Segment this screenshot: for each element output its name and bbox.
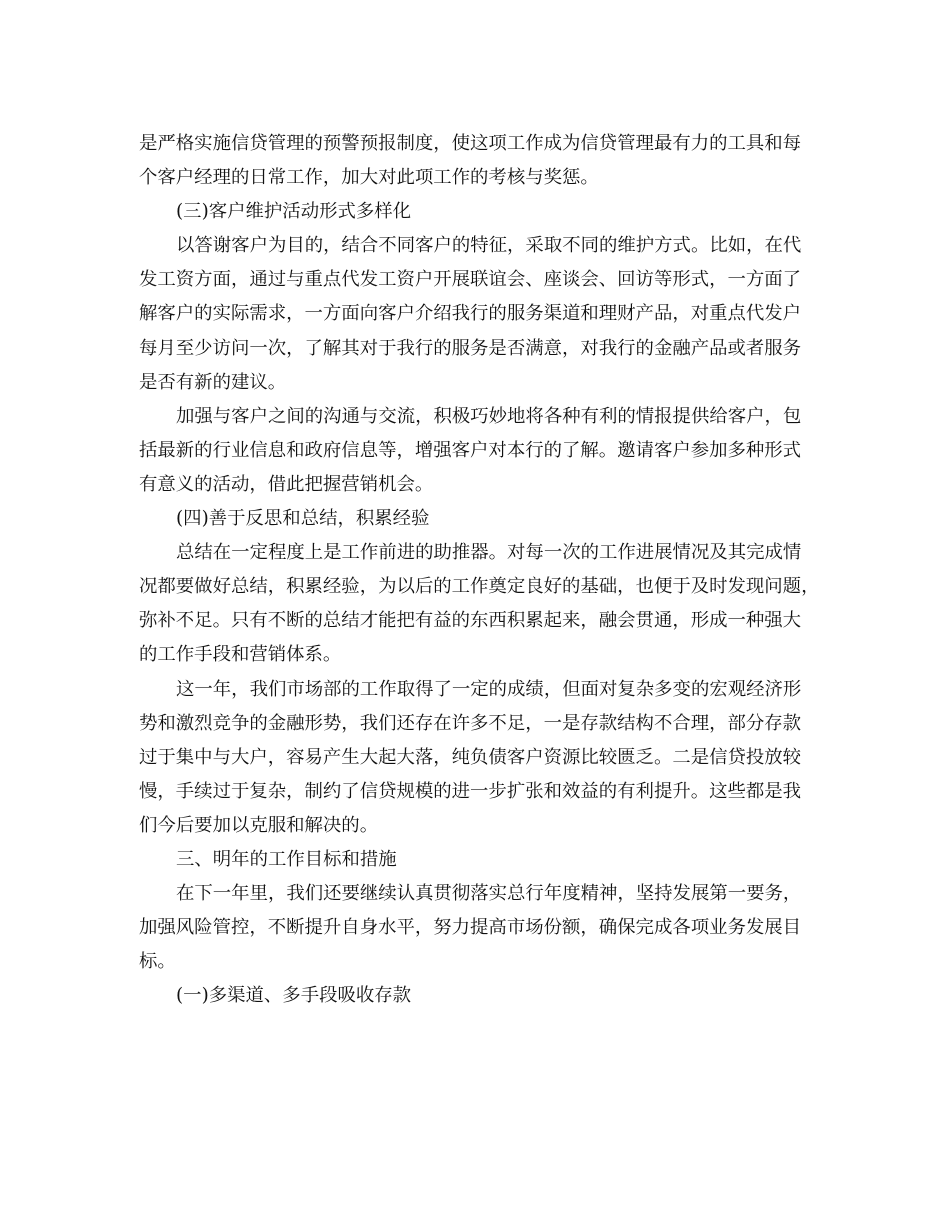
text-line: 慢，手续过于复杂，制约了信贷规模的进一步扩张和效益的有利提升。这些都是我 bbox=[139, 780, 802, 802]
text-line: 每月至少访问一次，了解其对于我行的服务是否满意，对我行的金融产品或者服务 bbox=[139, 337, 802, 359]
text-line: 以答谢客户为目的，结合不同客户的特征，采取不同的维护方式。比如，在代 bbox=[176, 235, 802, 257]
section-heading: (一)多渠道、多手段吸收存款 bbox=[176, 985, 412, 1007]
text-line: 标。 bbox=[139, 951, 176, 973]
text-line: 势和激烈竞争的金融形势，我们还存在许多不足，一是存款结构不合理，部分存款 bbox=[139, 712, 802, 734]
text-line: 是否有新的建议。 bbox=[139, 371, 287, 393]
text-line: 加强风险管控，不断提升自身水平，努力提高市场份额，确保完成各项业务发展目 bbox=[139, 917, 802, 939]
document-body bbox=[139, 127, 829, 1013]
text-line: 们今后要加以克服和解决的。 bbox=[139, 814, 379, 836]
text-line: 的工作手段和营销体系。 bbox=[139, 644, 342, 666]
section-heading: (三)客户维护活动形式多样化 bbox=[176, 201, 412, 223]
section-heading: 三、明年的工作目标和措施 bbox=[176, 848, 397, 870]
section-heading: (四)善于反思和总结，积累经验 bbox=[176, 508, 430, 530]
text-line: 发工资方面，通过与重点代发工资户开展联谊会、座谈会、回访等形式，一方面了 bbox=[139, 269, 802, 291]
text-line: 括最新的行业信息和政府信息等，增强客户对本行的了解。邀请客户参加多种形式 bbox=[139, 439, 802, 461]
text-line: 总结在一定程度上是工作前进的助推器。对每一次的工作进展情况及其完成情 bbox=[176, 542, 802, 564]
text-line: 过于集中与大户，容易产生大起大落，纯负债客户资源比较匮乏。二是信贷投放较 bbox=[139, 746, 802, 768]
text-line: 解客户的实际需求，一方面向客户介绍我行的服务渠道和理财产品，对重点代发户 bbox=[139, 303, 802, 325]
text-line: 况都要做好总结，积累经验，为以后的工作奠定良好的基础，也便于及时发现问题， bbox=[139, 576, 820, 598]
text-line: 加强与客户之间的沟通与交流，积极巧妙地将各种有利的情报提供给客户，包 bbox=[176, 405, 802, 427]
text-line: 是严格实施信贷管理的预警预报制度，使这项工作成为信贷管理最有力的工具和每 bbox=[139, 133, 802, 154]
text-line: 在下一年里，我们还要继续认真贯彻落实总行年度精神，坚持发展第一要务， bbox=[176, 883, 802, 905]
text-line: 个客户经理的日常工作，加大对此项工作的考核与奖惩。 bbox=[139, 167, 599, 189]
text-line: 有意义的活动，借此把握营销机会。 bbox=[139, 473, 434, 495]
text-line: 这一年，我们市场部的工作取得了一定的成绩，但面对复杂多变的宏观经济形 bbox=[176, 678, 802, 700]
text-line: 弥补不足。只有不断的总结才能把有益的东西积累起来，融会贯通，形成一种强大 bbox=[139, 610, 802, 632]
